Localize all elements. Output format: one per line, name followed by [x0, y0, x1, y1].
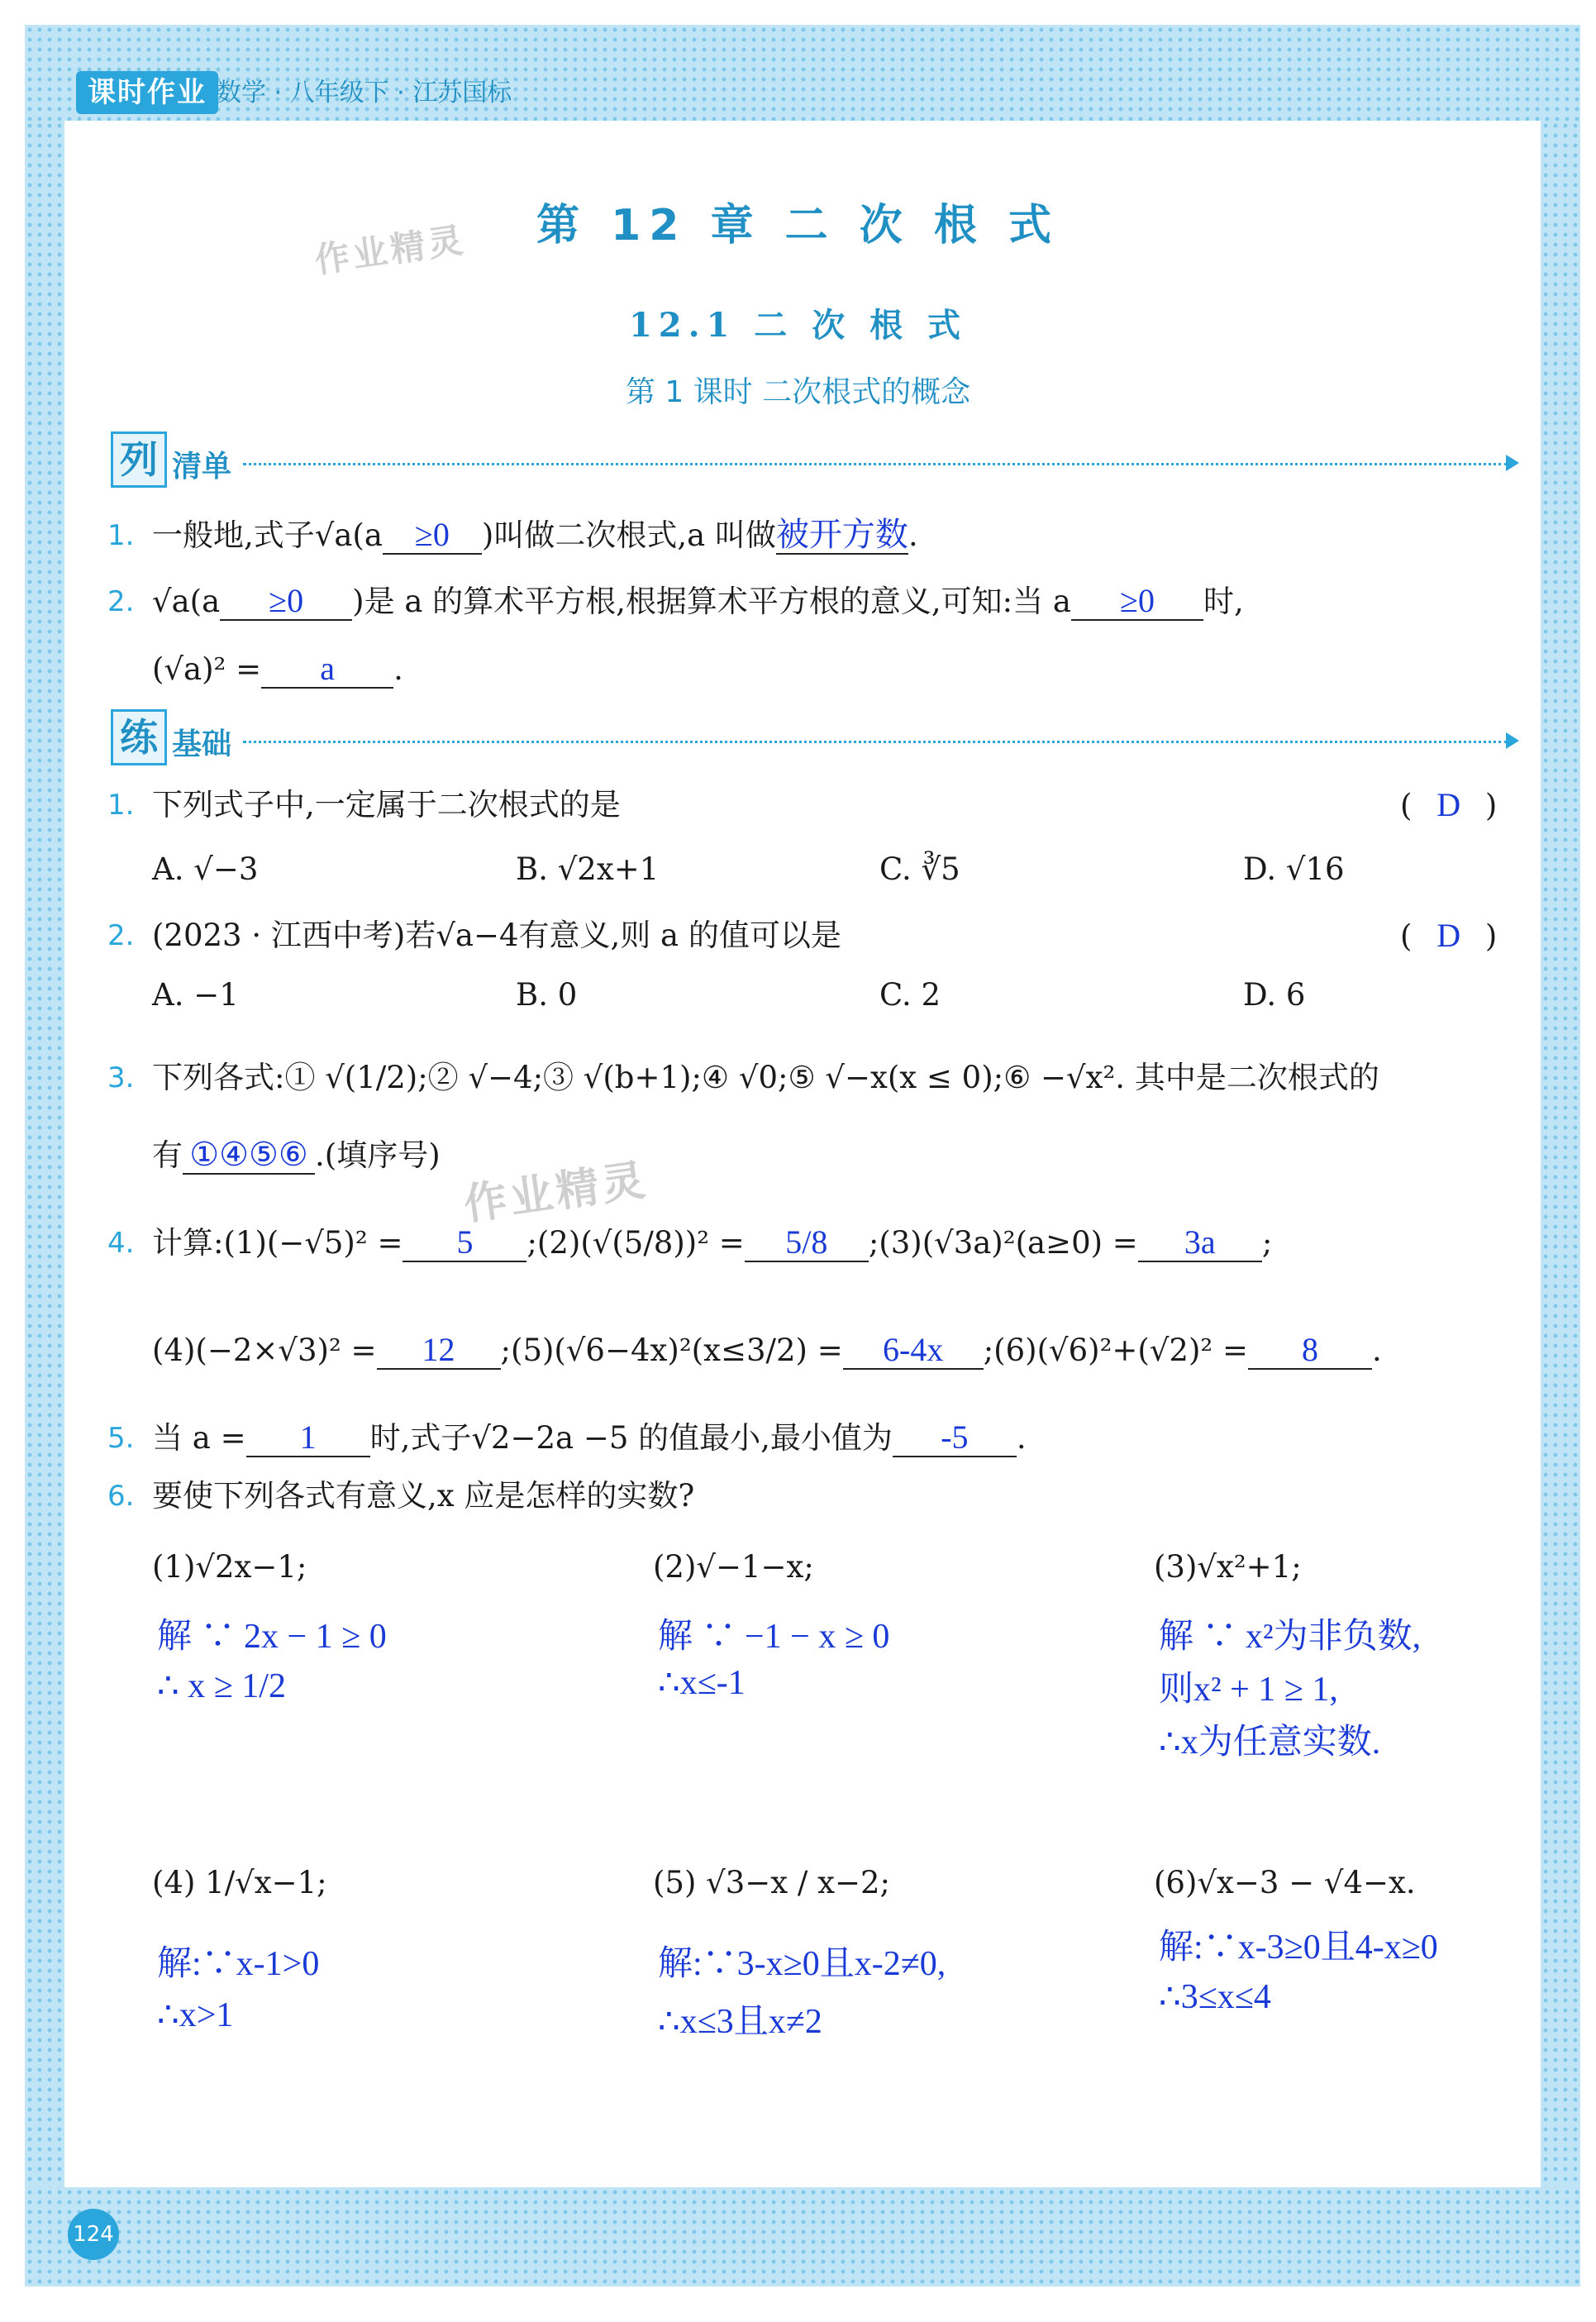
header-subtitle: 数学 · 八年级下 · 江苏国标	[217, 79, 512, 107]
divider-line	[243, 463, 1508, 465]
solution-line: 解:∵3-x≥0且x-2≠0,	[658, 1945, 946, 1983]
answer-blank: ≥0	[1071, 583, 1203, 621]
question-text: 计算:(1)(−√5)² =	[152, 1225, 403, 1261]
basic-question-4	[152, 1222, 1272, 1265]
solution-line: ∴x≤-1	[658, 1664, 746, 1702]
question-text: 时,	[1203, 584, 1244, 619]
solution-line: ∴x为任意实数.	[1159, 1724, 1381, 1762]
bottom-dotted-band	[25, 2187, 1580, 2286]
solution-line: 解:∵x-3≥0且4-x≥0	[1159, 1929, 1438, 1967]
choice-a: A. √−3	[152, 851, 259, 887]
question-text: 下列各式:① √(1/2);② √−4;③ √(b+1);④ √0;⑤ √−x(x ≤ 0);⑥ −√x². 其中是二次根式的	[152, 1060, 1379, 1095]
solution-line: 解 ∵ x²为非负数,	[1159, 1618, 1422, 1656]
choice-answer: D	[1436, 786, 1461, 823]
divider-line	[243, 741, 1508, 743]
choice-a: A. −1	[152, 977, 239, 1013]
question-text: 要使下列各式有意义,x 应是怎样的实数?	[152, 1478, 695, 1514]
question-text: ;(2)(√(5/8))² =	[526, 1225, 745, 1261]
basic-question-2	[152, 914, 841, 957]
brand-logo: 课时作业	[76, 71, 218, 114]
question-number: 6.	[107, 1480, 135, 1513]
answer-blank: 5	[403, 1224, 526, 1262]
solution-line: ∴x>1	[157, 1996, 234, 2034]
question-text: .	[1371, 1333, 1382, 1368]
question-text: (4)(−2×√3)² =	[152, 1333, 377, 1368]
basic-badge: 练	[111, 709, 167, 765]
basic-question-1	[152, 784, 621, 827]
answer-bracket: ( D )	[1400, 786, 1498, 823]
left-dotted-band	[25, 121, 64, 2286]
basic-question-3-line2	[152, 1134, 441, 1177]
answer-blank: 被开方数	[775, 516, 908, 553]
question-text: 一般地,式子√a(a	[152, 517, 383, 553]
solution-line: 则x² + 1 ≥ 1,	[1159, 1671, 1338, 1709]
basic-label: 基础	[172, 727, 232, 761]
sub-question-2: (2)√−1−x;	[653, 1549, 814, 1585]
basic-question-5	[152, 1417, 1027, 1460]
question-text: .	[1016, 1420, 1027, 1456]
question-text: 当 a =	[152, 1420, 246, 1456]
answer-bracket: ( D )	[1400, 917, 1498, 954]
list-section-header	[111, 432, 1508, 489]
answer-blank: ①④⑤⑥	[183, 1137, 315, 1175]
question-text: ;(5)(√6−4x)²(x≤3/2) =	[500, 1333, 843, 1368]
question-text: 时,式子√2−2a −5 的值最小,最小值为	[369, 1420, 893, 1456]
list-question-2-line2	[152, 648, 403, 691]
arrow-icon	[1506, 455, 1519, 471]
right-dotted-band	[1541, 121, 1580, 2286]
question-number: 3.	[107, 1061, 135, 1094]
question-number: 5.	[107, 1422, 135, 1455]
solution-line: ∴ x ≥ 1/2	[157, 1667, 286, 1705]
choice-c: C. ∛5	[879, 851, 960, 887]
solution-line: 解:∵x-1>0	[157, 1945, 320, 1983]
sub-question-6: (6)√x−3 − √4−x.	[1154, 1865, 1416, 1900]
question-text: .	[393, 651, 403, 687]
question-number: 2.	[107, 919, 135, 952]
question-text: .	[908, 517, 918, 553]
question-text: )叫做二次根式,a 叫做	[481, 517, 776, 553]
question-number: 2.	[107, 585, 135, 618]
section-title: 12.1 二 次 根 式	[628, 306, 968, 345]
question-text: (2023 · 江西中考)若√a−4有意义,则 a 的值可以是	[152, 918, 841, 953]
answer-blank: ≥0	[220, 583, 352, 621]
sub-question-4: (4) 1/√x−1;	[152, 1865, 327, 1900]
solution-line: ∴x≤3且x≠2	[658, 2003, 822, 2041]
question-text: ;(3)(√3a)²(a≥0) =	[868, 1225, 1138, 1261]
answer-blank: -5	[893, 1419, 1017, 1457]
question-text: )是 a 的算术平方根,根据算术平方根的意义,可知:当 a	[352, 584, 1071, 619]
choice-answer: D	[1436, 917, 1461, 954]
basic-question-6	[152, 1475, 694, 1518]
question-text: √a(a	[152, 584, 221, 619]
list-question-1	[152, 514, 918, 557]
answer-blank: 6-4x	[843, 1332, 984, 1370]
basic-section-header	[111, 709, 1508, 767]
answer-blank: 3a	[1138, 1224, 1262, 1262]
sub-question-3: (3)√x²+1;	[1154, 1549, 1302, 1585]
question-number: 4.	[107, 1227, 135, 1260]
answer-blank: 5/8	[745, 1224, 869, 1262]
solution-line: 解 ∵ 2x − 1 ≥ 0	[157, 1618, 387, 1656]
watermark-logo: 作业精灵	[312, 219, 469, 281]
question-number: 1.	[107, 789, 135, 822]
question-text: (√a)² =	[152, 651, 262, 687]
arrow-icon	[1506, 732, 1519, 749]
answer-blank: 12	[377, 1332, 501, 1370]
choice-c: C. 2	[879, 977, 941, 1013]
chapter-title: 第 12 章 二 次 根 式	[536, 201, 1060, 250]
watermark-logo: 作业精灵	[460, 1155, 651, 1231]
list-badge: 列	[111, 432, 167, 488]
basic-question-3	[152, 1056, 1379, 1099]
question-text: 下列式子中,一定属于二次根式的是	[152, 787, 621, 822]
list-question-2	[152, 580, 1244, 623]
question-text: ;(6)(√6)²+(√2)² =	[983, 1333, 1248, 1368]
answer-blank: a	[261, 651, 393, 689]
question-text: ;	[1261, 1225, 1273, 1261]
basic-question-4-line2	[152, 1329, 1382, 1372]
choice-b: B. 0	[516, 977, 578, 1013]
solution-line: 解 ∵ −1 − x ≥ 0	[658, 1618, 890, 1656]
answer-blank: ≥0	[383, 517, 482, 555]
sub-question-5: (5) √3−x / x−2;	[653, 1865, 891, 1900]
question-number: 1.	[107, 519, 135, 552]
lesson-title: 第 1 课时 二次根式的概念	[625, 375, 971, 409]
choice-b: B. √2x+1	[516, 851, 660, 887]
choice-d: D. 6	[1243, 977, 1306, 1013]
solution-line: ∴3≤x≤4	[1159, 1978, 1271, 2016]
question-text: .(填序号)	[315, 1137, 441, 1173]
page-number: 124	[68, 2209, 119, 2260]
answer-blank: 1	[246, 1419, 370, 1457]
list-label: 清单	[172, 449, 232, 484]
choice-d: D. √16	[1243, 851, 1345, 887]
question-text: 有	[152, 1137, 183, 1173]
answer-blank: 8	[1248, 1332, 1372, 1370]
sub-question-1: (1)√2x−1;	[152, 1549, 307, 1585]
